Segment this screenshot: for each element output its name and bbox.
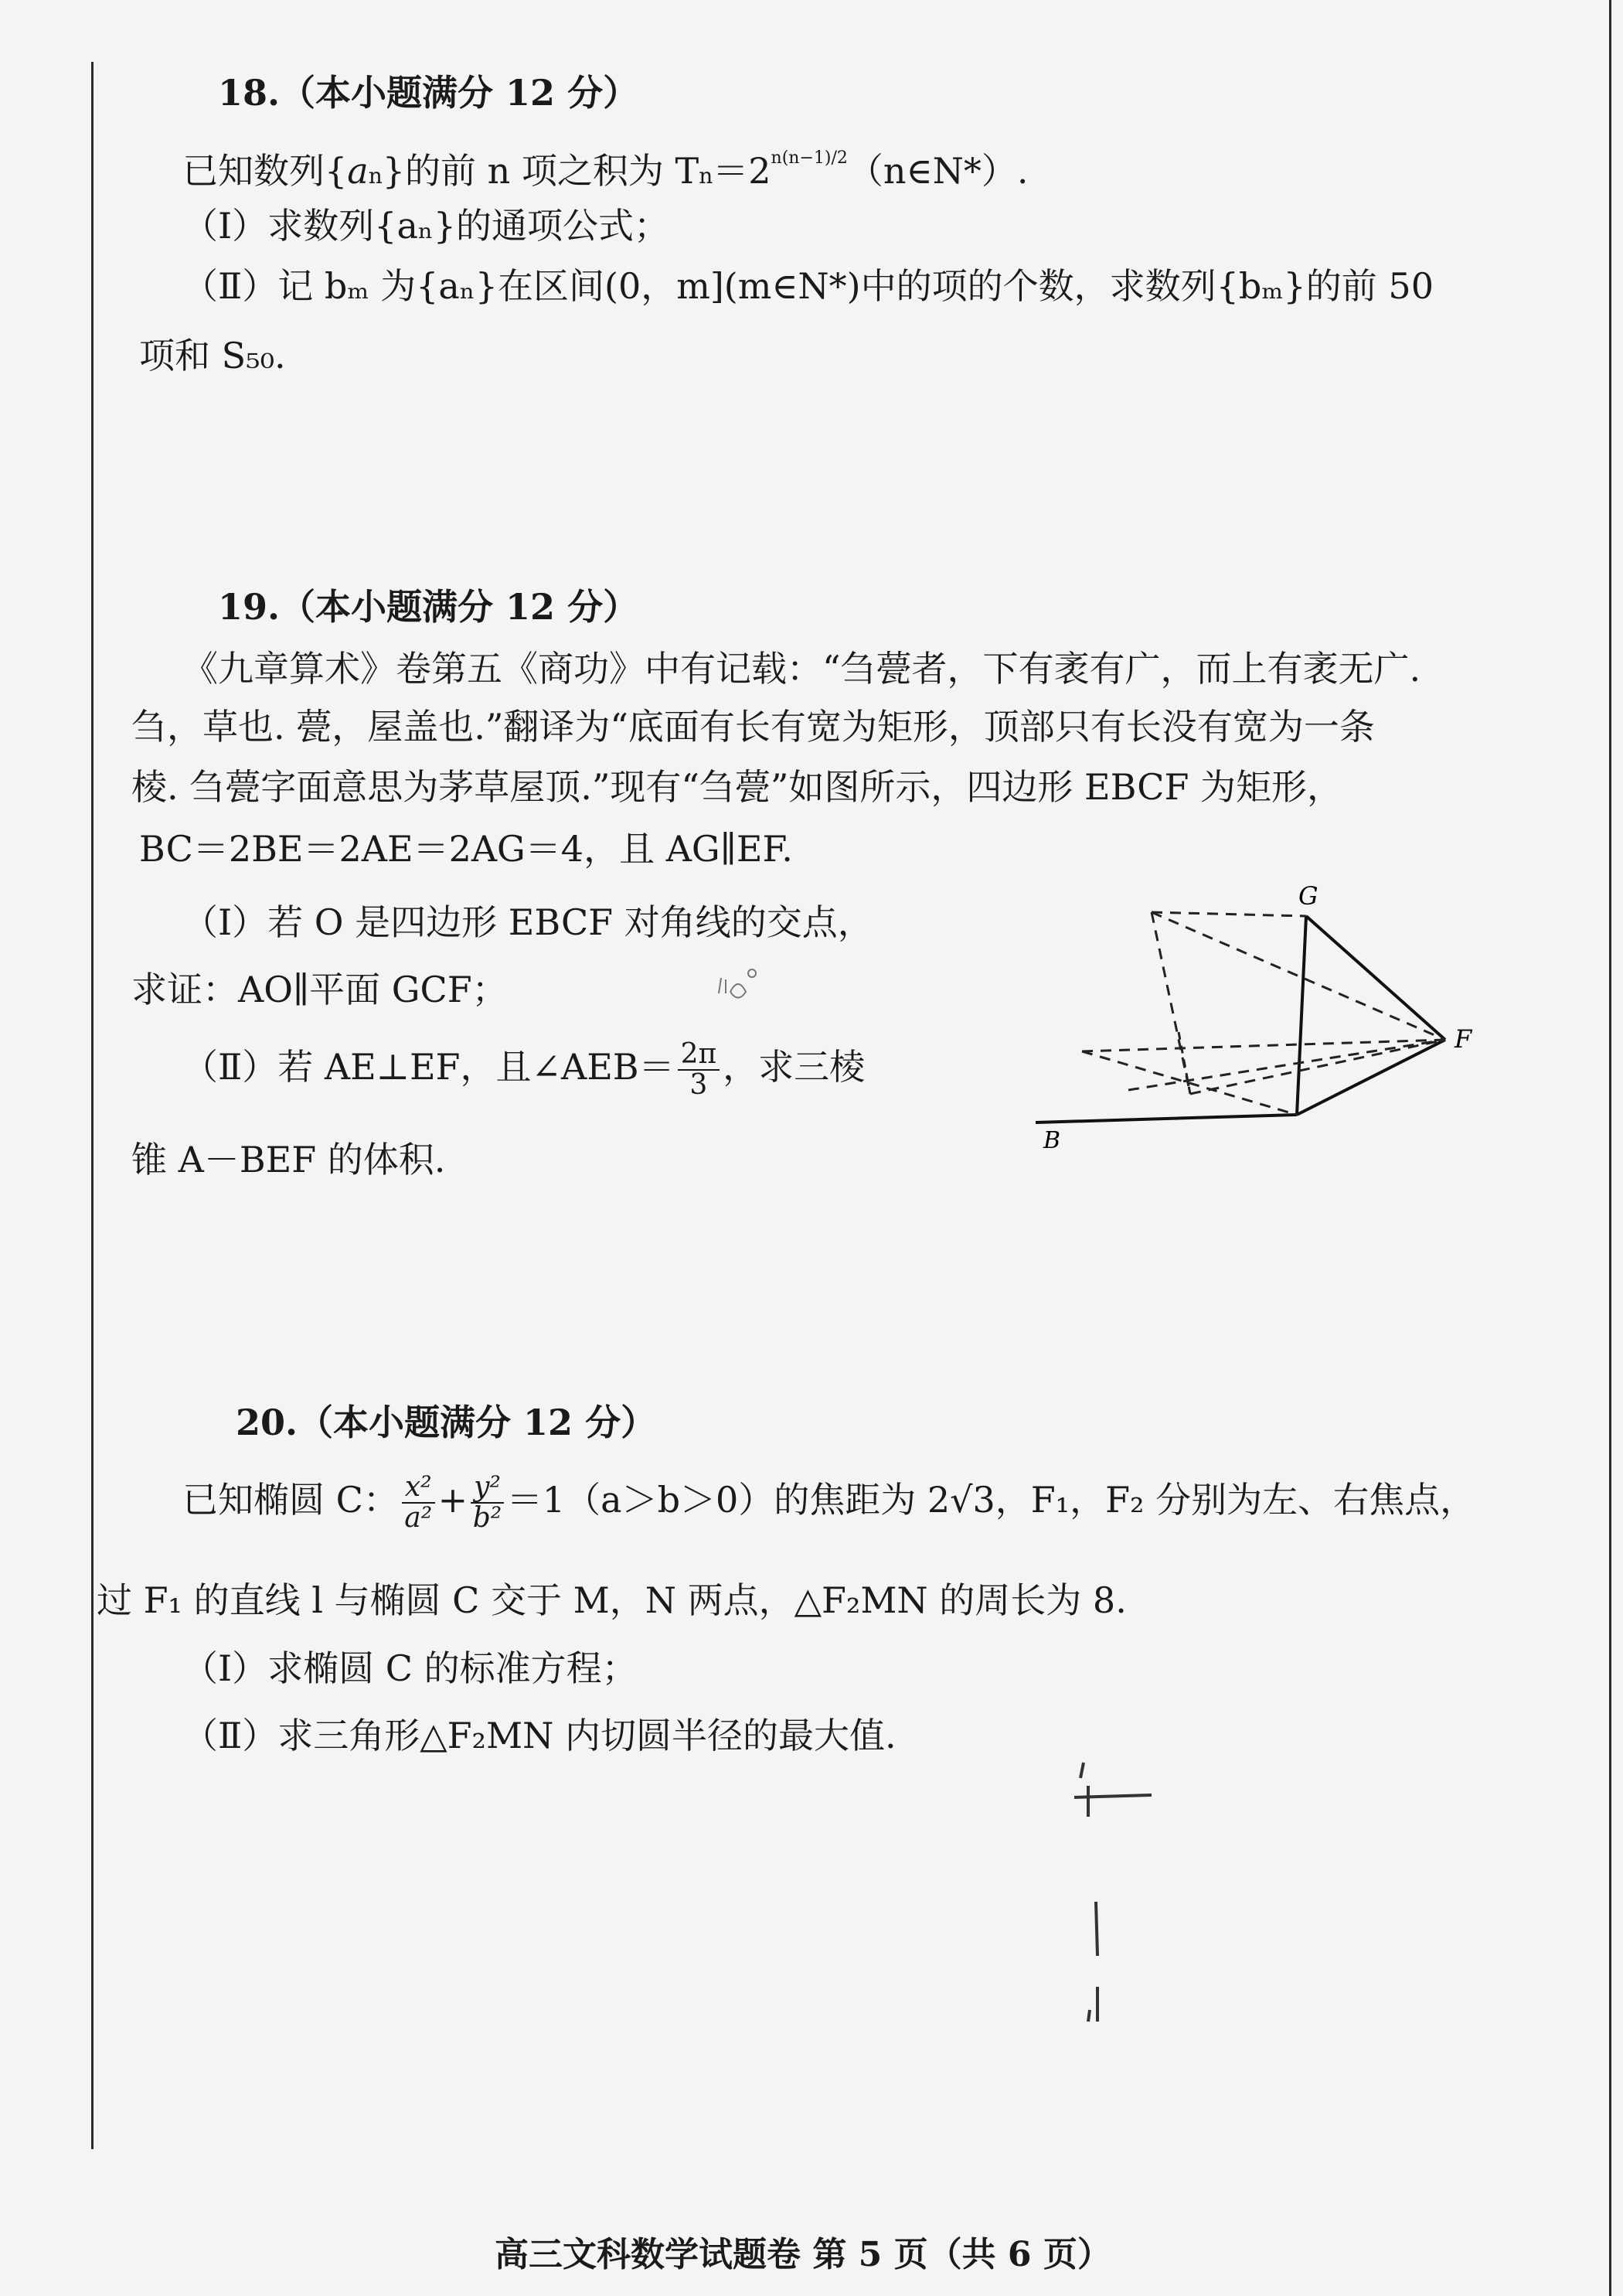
q19-part2-text-b: ，求三棱 (723, 1046, 866, 1088)
q18-text-b: }的前 n 项之积为 T (382, 150, 699, 192)
q20-line1 (182, 1473, 1475, 1533)
q19-line3: 棱. 刍甍字面意思为茅草屋顶.”现有“刍甍”如图所示，四边形 EBCF 为矩形， (131, 766, 1343, 808)
angle-fraction-numerator: 2π (678, 1040, 720, 1071)
q18-text-a: 已知数列{ (182, 150, 348, 192)
q19-heading: 19.（本小题满分 12 分） (218, 586, 639, 628)
y-fraction (471, 1473, 504, 1533)
q19-line2: 刍，草也. 甍，屋盖也.”翻译为“底面有长有宽为矩形，顶部只有长没有宽为一条 (131, 706, 1375, 748)
q19-part2-line1 (182, 1040, 865, 1100)
x-fraction-denominator: a² (404, 1502, 433, 1534)
q18-exponent: n(n−1)/2 (771, 148, 848, 168)
q19-part2-text-a: （Ⅱ）若 AE⊥EF，且∠AEB＝ (182, 1046, 675, 1088)
q18-part1: （Ⅰ）求数列{aₙ}的通项公式； (182, 205, 670, 247)
left-margin-line (91, 62, 94, 2149)
q20-line2: 过 F₁ 的直线 l 与椭圆 C 交于 M，N 两点，△F₂MN 的周长为 8. (97, 1579, 1127, 1621)
plus-sign: + (437, 1479, 468, 1521)
q19-line4: BC＝2BE＝2AE＝2AG＝4，且 AG∥EF. (139, 828, 793, 870)
q18-heading: 18.（本小题满分 12 分） (218, 72, 639, 114)
vertex-label-b: B (1043, 1127, 1061, 1154)
chuhong-solid-figure (1043, 881, 1499, 1154)
q20-text-b: ＝1（a＞b＞0）的焦距为 2√3，F₁，F₂ 分别为左、右焦点， (506, 1479, 1476, 1521)
vertex-label-g: G (1298, 881, 1318, 911)
angle-fraction-denominator: 3 (689, 1069, 708, 1101)
y-fraction-numerator: y² (471, 1473, 504, 1504)
q20-text-a: 已知椭圆 C： (182, 1479, 399, 1521)
q19-part1-line1: （Ⅰ）若 O 是四边形 EBCF 对角线的交点， (182, 901, 873, 943)
page-footer: 高三文科数学试题卷 第 5 页（共 6 页） (495, 2235, 1111, 2274)
q18-part2-line2: 项和 S₅₀. (139, 335, 286, 376)
q18-statement: 已知数列{an}的前 n 项之积为 $Tn=2^{n(n-1)/2}(n\in N*)$. (182, 148, 1029, 192)
q20-part1: （Ⅰ）求椭圆 C 的标准方程； (182, 1647, 638, 1689)
y-fraction-denominator: b² (472, 1502, 502, 1534)
q20-part2: （Ⅱ）求三角形△F₂MN 内切圆半径的最大值. (182, 1715, 897, 1756)
q18-sequence-symbol: a (347, 150, 369, 192)
q18-part2-line1: （Ⅱ）记 bₘ 为{aₙ}在区间(0，m](m∈N*)中的项的个数，求数列{bₘ}的前 50 (182, 265, 1434, 307)
x-fraction (402, 1473, 435, 1533)
q19-line1: 《九章算术》卷第五《商功》中有记载：“刍甍者，下有袤有广，而上有袤无广. (182, 648, 1421, 690)
q19-part1-line2: 求证：AO∥平面 GCF； (131, 969, 508, 1010)
right-margin-line (1609, 0, 1611, 2296)
stray-pencil-mark (715, 962, 784, 1009)
angle-fraction (678, 1040, 720, 1100)
x-fraction-numerator: x² (402, 1473, 435, 1504)
q19-part2-line2: 锥 A－BEF 的体积. (131, 1139, 446, 1180)
vertex-label-f: F (1455, 1024, 1472, 1054)
handwritten-marks (1067, 1755, 1190, 2033)
q18-text-c: （n∈N*）. (847, 150, 1029, 192)
q20-heading: 20.（本小题满分 12 分） (236, 1402, 657, 1443)
